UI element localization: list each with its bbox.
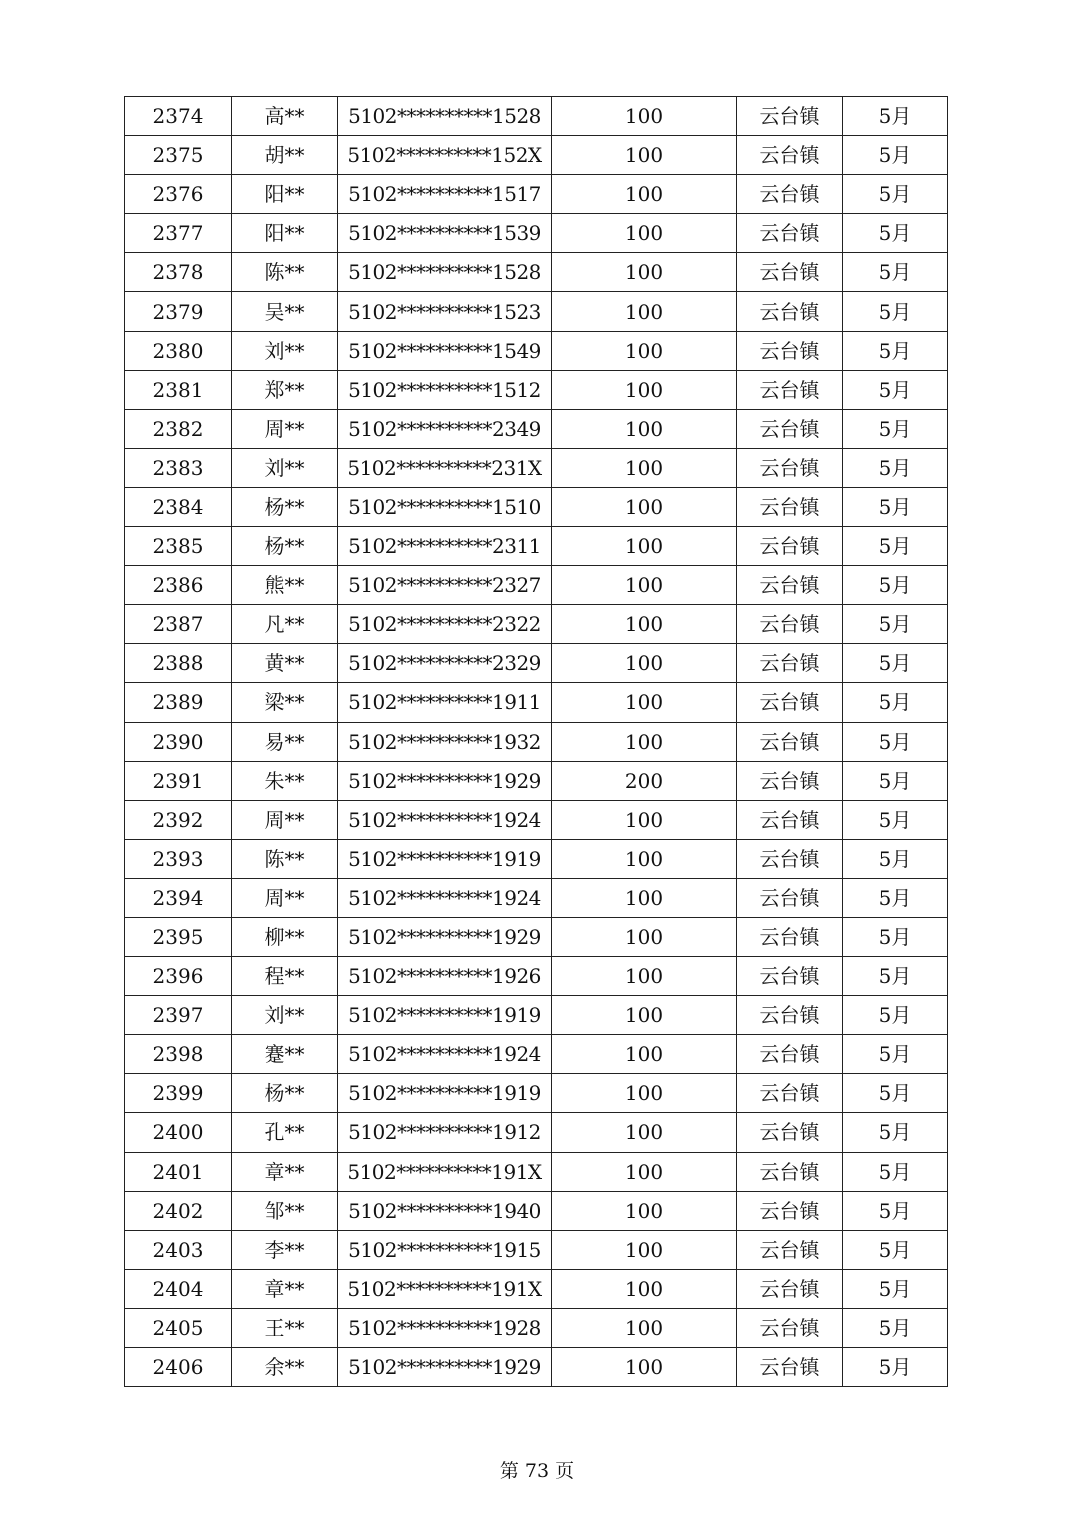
cell-town: 云台镇	[737, 527, 843, 566]
cell-id-number: 5102**********1549	[338, 331, 552, 370]
cell-id-number: 5102**********1926	[338, 957, 552, 996]
cell-town: 云台镇	[737, 1230, 843, 1269]
cell-month: 5月	[843, 370, 948, 409]
table-row	[125, 1152, 948, 1191]
cell-town: 云台镇	[737, 644, 843, 683]
cell-serial-number: 2405	[125, 1308, 232, 1347]
cell-town: 云台镇	[737, 605, 843, 644]
cell-name: 黄**	[232, 644, 338, 683]
cell-amount: 100	[552, 1152, 737, 1191]
table-row	[125, 566, 948, 605]
table-row	[125, 800, 948, 839]
cell-amount: 100	[552, 1113, 737, 1152]
cell-amount: 100	[552, 253, 737, 292]
cell-amount: 100	[552, 1230, 737, 1269]
table-row	[125, 253, 948, 292]
table-row	[125, 487, 948, 526]
cell-town: 云台镇	[737, 331, 843, 370]
cell-town: 云台镇	[737, 1191, 843, 1230]
cell-id-number: 5102**********1924	[338, 1035, 552, 1074]
cell-town: 云台镇	[737, 136, 843, 175]
cell-town: 云台镇	[737, 1308, 843, 1347]
cell-town: 云台镇	[737, 175, 843, 214]
cell-town: 云台镇	[737, 253, 843, 292]
cell-name: 柳**	[232, 917, 338, 956]
cell-month: 5月	[843, 97, 948, 136]
cell-amount: 100	[552, 839, 737, 878]
cell-town: 云台镇	[737, 1152, 843, 1191]
table-row	[125, 1113, 948, 1152]
cell-amount: 100	[552, 878, 737, 917]
cell-name: 熊**	[232, 566, 338, 605]
cell-id-number: 5102**********1523	[338, 292, 552, 331]
cell-id-number: 5102**********231X	[338, 448, 552, 487]
cell-town: 云台镇	[737, 957, 843, 996]
cell-serial-number: 2400	[125, 1113, 232, 1152]
cell-serial-number: 2387	[125, 605, 232, 644]
cell-serial-number: 2396	[125, 957, 232, 996]
cell-amount: 100	[552, 1348, 737, 1387]
table-row	[125, 1035, 948, 1074]
cell-serial-number: 2391	[125, 761, 232, 800]
cell-town: 云台镇	[737, 839, 843, 878]
cell-amount: 100	[552, 409, 737, 448]
cell-id-number: 5102**********1912	[338, 1113, 552, 1152]
cell-name: 周**	[232, 878, 338, 917]
cell-month: 5月	[843, 487, 948, 526]
cell-amount: 100	[552, 644, 737, 683]
cell-serial-number: 2384	[125, 487, 232, 526]
cell-id-number: 5102**********1539	[338, 214, 552, 253]
table-row	[125, 605, 948, 644]
table-row	[125, 644, 948, 683]
table-row	[125, 878, 948, 917]
cell-serial-number: 2404	[125, 1269, 232, 1308]
cell-serial-number: 2390	[125, 722, 232, 761]
cell-town: 云台镇	[737, 1035, 843, 1074]
cell-town: 云台镇	[737, 761, 843, 800]
cell-town: 云台镇	[737, 487, 843, 526]
cell-name: 蹇**	[232, 1035, 338, 1074]
cell-name: 陈**	[232, 839, 338, 878]
cell-town: 云台镇	[737, 800, 843, 839]
cell-name: 郑**	[232, 370, 338, 409]
cell-town: 云台镇	[737, 1113, 843, 1152]
cell-name: 邹**	[232, 1191, 338, 1230]
cell-serial-number: 2393	[125, 839, 232, 878]
cell-month: 5月	[843, 644, 948, 683]
cell-town: 云台镇	[737, 566, 843, 605]
cell-id-number: 5102**********2329	[338, 644, 552, 683]
cell-id-number: 5102**********1924	[338, 800, 552, 839]
cell-month: 5月	[843, 448, 948, 487]
cell-serial-number: 2392	[125, 800, 232, 839]
cell-amount: 100	[552, 527, 737, 566]
cell-month: 5月	[843, 683, 948, 722]
cell-month: 5月	[843, 214, 948, 253]
table-row	[125, 409, 948, 448]
cell-serial-number: 2374	[125, 97, 232, 136]
table-row	[125, 448, 948, 487]
table-row	[125, 1191, 948, 1230]
cell-month: 5月	[843, 136, 948, 175]
cell-serial-number: 2380	[125, 331, 232, 370]
cell-town: 云台镇	[737, 1348, 843, 1387]
cell-name: 阳**	[232, 214, 338, 253]
table-row	[125, 292, 948, 331]
cell-name: 胡**	[232, 136, 338, 175]
cell-town: 云台镇	[737, 448, 843, 487]
cell-month: 5月	[843, 1269, 948, 1308]
cell-name: 高**	[232, 97, 338, 136]
cell-amount: 100	[552, 683, 737, 722]
cell-id-number: 5102**********1929	[338, 761, 552, 800]
table-row	[125, 527, 948, 566]
cell-month: 5月	[843, 566, 948, 605]
records-table	[124, 96, 948, 1387]
cell-name: 王**	[232, 1308, 338, 1347]
cell-name: 刘**	[232, 331, 338, 370]
table-row	[125, 996, 948, 1035]
cell-name: 杨**	[232, 527, 338, 566]
cell-serial-number: 2385	[125, 527, 232, 566]
cell-month: 5月	[843, 1113, 948, 1152]
cell-amount: 100	[552, 97, 737, 136]
cell-month: 5月	[843, 1035, 948, 1074]
cell-amount: 100	[552, 448, 737, 487]
cell-month: 5月	[843, 409, 948, 448]
cell-id-number: 5102**********2349	[338, 409, 552, 448]
cell-town: 云台镇	[737, 370, 843, 409]
cell-month: 5月	[843, 839, 948, 878]
table-row	[125, 761, 948, 800]
cell-amount: 100	[552, 175, 737, 214]
table-row	[125, 917, 948, 956]
cell-amount: 200	[552, 761, 737, 800]
table-row	[125, 214, 948, 253]
cell-serial-number: 2399	[125, 1074, 232, 1113]
table-row	[125, 1348, 948, 1387]
cell-serial-number: 2381	[125, 370, 232, 409]
cell-town: 云台镇	[737, 683, 843, 722]
table-row	[125, 1230, 948, 1269]
cell-id-number: 5102**********152X	[338, 136, 552, 175]
cell-amount: 100	[552, 370, 737, 409]
cell-name: 梁**	[232, 683, 338, 722]
cell-name: 程**	[232, 957, 338, 996]
cell-month: 5月	[843, 800, 948, 839]
table-row	[125, 97, 948, 136]
table-row	[125, 1308, 948, 1347]
cell-amount: 100	[552, 800, 737, 839]
cell-amount: 100	[552, 1308, 737, 1347]
cell-serial-number: 2394	[125, 878, 232, 917]
cell-id-number: 5102**********191X	[338, 1269, 552, 1308]
cell-name: 杨**	[232, 487, 338, 526]
cell-town: 云台镇	[737, 409, 843, 448]
cell-amount: 100	[552, 136, 737, 175]
cell-month: 5月	[843, 722, 948, 761]
cell-name: 章**	[232, 1269, 338, 1308]
cell-serial-number: 2377	[125, 214, 232, 253]
cell-serial-number: 2389	[125, 683, 232, 722]
cell-name: 孔**	[232, 1113, 338, 1152]
table-row	[125, 722, 948, 761]
cell-amount: 100	[552, 917, 737, 956]
cell-amount: 100	[552, 957, 737, 996]
cell-id-number: 5102**********1915	[338, 1230, 552, 1269]
cell-town: 云台镇	[737, 292, 843, 331]
cell-id-number: 5102**********1919	[338, 1074, 552, 1113]
cell-name: 杨**	[232, 1074, 338, 1113]
cell-id-number: 5102**********1940	[338, 1191, 552, 1230]
cell-month: 5月	[843, 1348, 948, 1387]
cell-serial-number: 2378	[125, 253, 232, 292]
cell-amount: 100	[552, 1035, 737, 1074]
cell-serial-number: 2376	[125, 175, 232, 214]
table-row	[125, 175, 948, 214]
cell-id-number: 5102**********1919	[338, 839, 552, 878]
cell-month: 5月	[843, 957, 948, 996]
cell-id-number: 5102**********1924	[338, 878, 552, 917]
cell-amount: 100	[552, 1074, 737, 1113]
cell-amount: 100	[552, 214, 737, 253]
cell-amount: 100	[552, 487, 737, 526]
cell-id-number: 5102**********1510	[338, 487, 552, 526]
cell-amount: 100	[552, 722, 737, 761]
cell-town: 云台镇	[737, 996, 843, 1035]
cell-month: 5月	[843, 253, 948, 292]
cell-month: 5月	[843, 761, 948, 800]
cell-name: 阳**	[232, 175, 338, 214]
cell-town: 云台镇	[737, 97, 843, 136]
cell-town: 云台镇	[737, 878, 843, 917]
cell-name: 周**	[232, 409, 338, 448]
table-row	[125, 957, 948, 996]
cell-month: 5月	[843, 878, 948, 917]
cell-month: 5月	[843, 292, 948, 331]
cell-amount: 100	[552, 566, 737, 605]
cell-month: 5月	[843, 605, 948, 644]
cell-name: 吴**	[232, 292, 338, 331]
cell-name: 章**	[232, 1152, 338, 1191]
cell-id-number: 5102**********1911	[338, 683, 552, 722]
cell-name: 周**	[232, 800, 338, 839]
cell-amount: 100	[552, 1269, 737, 1308]
cell-id-number: 5102**********2311	[338, 527, 552, 566]
cell-amount: 100	[552, 331, 737, 370]
page-number: 第 73 页	[499, 1460, 575, 1482]
cell-serial-number: 2403	[125, 1230, 232, 1269]
cell-id-number: 5102**********1919	[338, 996, 552, 1035]
table-row	[125, 136, 948, 175]
cell-name: 易**	[232, 722, 338, 761]
cell-amount: 100	[552, 292, 737, 331]
cell-serial-number: 2383	[125, 448, 232, 487]
table-row	[125, 839, 948, 878]
cell-serial-number: 2382	[125, 409, 232, 448]
cell-id-number: 5102**********1528	[338, 253, 552, 292]
cell-id-number: 5102**********1528	[338, 97, 552, 136]
cell-month: 5月	[843, 1308, 948, 1347]
table-row	[125, 1269, 948, 1308]
cell-id-number: 5102**********1932	[338, 722, 552, 761]
cell-serial-number: 2375	[125, 136, 232, 175]
cell-amount: 100	[552, 605, 737, 644]
table-row	[125, 331, 948, 370]
table-row	[125, 683, 948, 722]
cell-town: 云台镇	[737, 214, 843, 253]
cell-month: 5月	[843, 1230, 948, 1269]
cell-serial-number: 2402	[125, 1191, 232, 1230]
cell-serial-number: 2388	[125, 644, 232, 683]
cell-serial-number: 2398	[125, 1035, 232, 1074]
cell-id-number: 5102**********2327	[338, 566, 552, 605]
cell-id-number: 5102**********2322	[338, 605, 552, 644]
cell-town: 云台镇	[737, 1269, 843, 1308]
cell-id-number: 5102**********1929	[338, 917, 552, 956]
cell-serial-number: 2397	[125, 996, 232, 1035]
cell-amount: 100	[552, 1191, 737, 1230]
cell-id-number: 5102**********1928	[338, 1308, 552, 1347]
cell-town: 云台镇	[737, 722, 843, 761]
cell-name: 刘**	[232, 448, 338, 487]
cell-serial-number: 2386	[125, 566, 232, 605]
cell-id-number: 5102**********191X	[338, 1152, 552, 1191]
cell-serial-number: 2401	[125, 1152, 232, 1191]
cell-month: 5月	[843, 175, 948, 214]
cell-month: 5月	[843, 1191, 948, 1230]
cell-name: 余**	[232, 1348, 338, 1387]
cell-name: 朱**	[232, 761, 338, 800]
cell-id-number: 5102**********1512	[338, 370, 552, 409]
table-row	[125, 370, 948, 409]
cell-name: 凡**	[232, 605, 338, 644]
cell-month: 5月	[843, 331, 948, 370]
cell-month: 5月	[843, 527, 948, 566]
cell-month: 5月	[843, 1074, 948, 1113]
cell-month: 5月	[843, 996, 948, 1035]
cell-serial-number: 2406	[125, 1348, 232, 1387]
cell-town: 云台镇	[737, 1074, 843, 1113]
cell-name: 陈**	[232, 253, 338, 292]
table-row	[125, 1074, 948, 1113]
cell-month: 5月	[843, 917, 948, 956]
cell-town: 云台镇	[737, 917, 843, 956]
records-table-body	[125, 97, 948, 1387]
cell-month: 5月	[843, 1152, 948, 1191]
cell-name: 刘**	[232, 996, 338, 1035]
cell-amount: 100	[552, 996, 737, 1035]
cell-name: 李**	[232, 1230, 338, 1269]
cell-id-number: 5102**********1517	[338, 175, 552, 214]
cell-serial-number: 2379	[125, 292, 232, 331]
cell-serial-number: 2395	[125, 917, 232, 956]
cell-id-number: 5102**********1929	[338, 1348, 552, 1387]
